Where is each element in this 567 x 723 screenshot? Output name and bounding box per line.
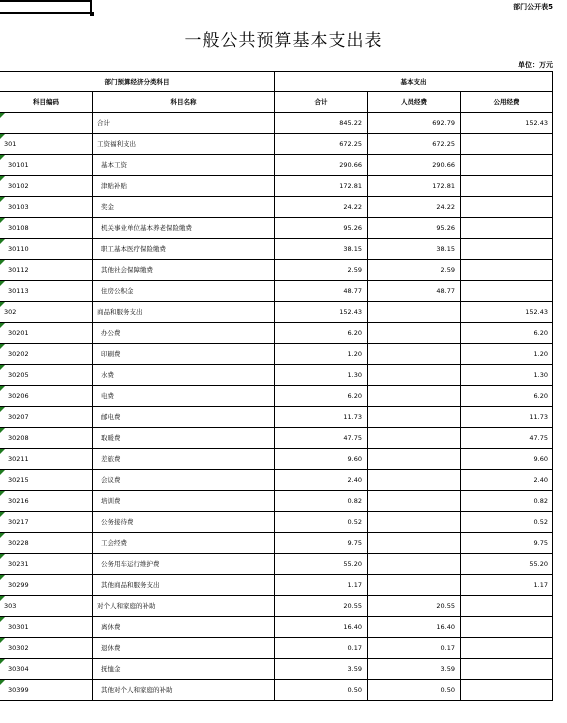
cell-total[interactable]: 3.59 — [275, 659, 368, 679]
cell-public[interactable] — [461, 134, 553, 154]
cell-personnel[interactable] — [368, 512, 461, 532]
table-row[interactable] — [0, 596, 553, 617]
cell-total[interactable]: 9.60 — [275, 449, 368, 469]
cell-personnel[interactable] — [368, 554, 461, 574]
cell-total[interactable]: 11.73 — [275, 407, 368, 427]
cell-personnel[interactable]: 0.50 — [368, 680, 461, 700]
comment-marker-icon — [0, 659, 5, 664]
cell-code[interactable]: 30217 — [0, 512, 93, 532]
cell-code[interactable]: 30231 — [0, 554, 93, 574]
cell-code[interactable]: 30302 — [0, 638, 93, 658]
cell-name[interactable]: 公务接待费 — [93, 512, 275, 532]
cell-code[interactable]: 30399 — [0, 680, 93, 700]
cell-total[interactable]: 672.25 — [275, 134, 368, 154]
cell-name[interactable]: 津贴补贴 — [93, 176, 275, 196]
header-total: 合计 — [275, 92, 368, 112]
table-row[interactable] — [0, 428, 553, 449]
cell-public[interactable]: 2.40 — [461, 470, 553, 490]
cell-name[interactable]: 住房公积金 — [93, 281, 275, 301]
header-code: 科目编码 — [0, 92, 93, 112]
cell-code[interactable]: 302 — [0, 302, 93, 322]
cell-name[interactable]: 合计 — [93, 113, 275, 133]
cell-code[interactable]: 303 — [0, 596, 93, 616]
cell-personnel[interactable] — [368, 470, 461, 490]
cell-public[interactable]: 9.75 — [461, 533, 553, 553]
comment-marker-icon — [0, 239, 5, 244]
cell-code[interactable]: 30113 — [0, 281, 93, 301]
comment-marker-icon — [0, 470, 5, 475]
cell-code[interactable]: 30201 — [0, 323, 93, 343]
cell-code[interactable]: 30206 — [0, 386, 93, 406]
cell-total[interactable]: 1.20 — [275, 344, 368, 364]
cell-name[interactable]: 水费 — [93, 365, 275, 385]
cell-name[interactable]: 退休费 — [93, 638, 275, 658]
cell-code[interactable]: 30211 — [0, 449, 93, 469]
table-row[interactable] — [0, 470, 553, 491]
table-body — [0, 134, 553, 701]
cell-personnel[interactable]: 0.17 — [368, 638, 461, 658]
cell-public[interactable] — [461, 281, 553, 301]
cell-public[interactable]: 0.52 — [461, 512, 553, 532]
cell-total[interactable]: 0.50 — [275, 680, 368, 700]
table-row[interactable] — [0, 155, 553, 176]
table-row[interactable] — [0, 323, 553, 344]
cell-name[interactable]: 工会经费 — [93, 533, 275, 553]
cell-name[interactable]: 差旅费 — [93, 449, 275, 469]
cell-name[interactable]: 商品和服务支出 — [93, 302, 275, 322]
cell-public[interactable] — [461, 617, 553, 637]
cell-code[interactable]: 30301 — [0, 617, 93, 637]
table-row[interactable] — [0, 344, 553, 365]
table-row[interactable] — [0, 638, 553, 659]
cell-personnel[interactable] — [368, 491, 461, 511]
cell-total[interactable]: 1.17 — [275, 575, 368, 595]
cell-total[interactable]: 2.40 — [275, 470, 368, 490]
comment-marker-icon — [0, 260, 5, 265]
comment-marker-icon — [0, 575, 5, 580]
table-row[interactable] — [0, 365, 553, 386]
cell-personnel[interactable]: 95.26 — [368, 218, 461, 238]
header-public: 公用经费 — [461, 92, 553, 112]
cell-code[interactable]: 30110 — [0, 239, 93, 259]
cell-name[interactable]: 奖金 — [93, 197, 275, 217]
cell-code[interactable]: 30216 — [0, 491, 93, 511]
cell-total[interactable]: 6.20 — [275, 386, 368, 406]
comment-marker-icon — [0, 302, 5, 307]
cell-public[interactable]: 1.17 — [461, 575, 553, 595]
page-title: 一般公共预算基本支出表 — [184, 31, 383, 51]
cell-name[interactable]: 其他对个人和家庭的补助 — [93, 680, 275, 700]
comment-marker-icon — [0, 281, 5, 286]
cell-public[interactable]: 6.20 — [461, 323, 553, 343]
cell-public[interactable]: 1.20 — [461, 344, 553, 364]
table-row[interactable] — [0, 176, 553, 197]
comment-marker-icon — [0, 113, 5, 118]
table-row[interactable] — [0, 512, 553, 533]
cell-public[interactable]: 55.20 — [461, 554, 553, 574]
cell-name[interactable]: 其他社会保障缴费 — [93, 260, 275, 280]
cell-personnel[interactable]: 692.79 — [368, 113, 461, 133]
cell-total[interactable]: 38.15 — [275, 239, 368, 259]
table-row[interactable] — [0, 260, 553, 281]
table-label: 部门公开表5 — [513, 3, 553, 11]
cell-public[interactable]: 1.30 — [461, 365, 553, 385]
cell-name[interactable]: 印刷费 — [93, 344, 275, 364]
cell-name[interactable]: 抚恤金 — [93, 659, 275, 679]
cell-name[interactable]: 培训费 — [93, 491, 275, 511]
cell-public[interactable]: 152.43 — [461, 302, 553, 322]
cell-personnel[interactable]: 20.55 — [368, 596, 461, 616]
comment-marker-icon — [0, 533, 5, 538]
cell-personnel[interactable] — [368, 449, 461, 469]
cell-public[interactable] — [461, 239, 553, 259]
cell-total[interactable]: 0.52 — [275, 512, 368, 532]
table-row[interactable] — [0, 659, 553, 680]
cell-name[interactable]: 其他商品和服务支出 — [93, 575, 275, 595]
cell-personnel[interactable] — [368, 323, 461, 343]
cell-personnel[interactable]: 16.40 — [368, 617, 461, 637]
table-row[interactable] — [0, 575, 553, 596]
comment-marker-icon — [0, 155, 5, 160]
cell-code[interactable]: 30207 — [0, 407, 93, 427]
total-row[interactable] — [0, 113, 553, 134]
cell-total[interactable]: 9.75 — [275, 533, 368, 553]
cell-total[interactable]: 6.20 — [275, 323, 368, 343]
cell-public[interactable] — [461, 176, 553, 196]
cell-code[interactable]: 30228 — [0, 533, 93, 553]
cell-code[interactable]: 30202 — [0, 344, 93, 364]
cell-name[interactable]: 机关事业单位基本养老保险缴费 — [93, 218, 275, 238]
comment-marker-icon — [0, 176, 5, 181]
cell-personnel[interactable]: 672.25 — [368, 134, 461, 154]
cell-public[interactable]: 47.75 — [461, 428, 553, 448]
cell-public[interactable] — [461, 218, 553, 238]
cell-personnel[interactable]: 290.66 — [368, 155, 461, 175]
cell-total[interactable]: 95.26 — [275, 218, 368, 238]
cell-name[interactable]: 公务用车运行维护费 — [93, 554, 275, 574]
comment-marker-icon — [0, 638, 5, 643]
cell-code[interactable]: 30103 — [0, 197, 93, 217]
cell-total[interactable]: 1.30 — [275, 365, 368, 385]
cell-code[interactable]: 30215 — [0, 470, 93, 490]
cell-total[interactable]: 24.22 — [275, 197, 368, 217]
name-box[interactable] — [0, 0, 92, 14]
cell-code[interactable]: 30102 — [0, 176, 93, 196]
comment-marker-icon — [0, 491, 5, 496]
cell-code[interactable]: 30304 — [0, 659, 93, 679]
cell-name[interactable]: 职工基本医疗保险缴费 — [93, 239, 275, 259]
cell-public[interactable] — [461, 155, 553, 175]
table-row[interactable] — [0, 218, 553, 239]
cell-total[interactable]: 48.77 — [275, 281, 368, 301]
cell-personnel[interactable] — [368, 428, 461, 448]
cell-total[interactable]: 2.59 — [275, 260, 368, 280]
cell-total[interactable]: 845.22 — [275, 113, 368, 133]
header-row-columns — [0, 92, 553, 113]
table-row[interactable] — [0, 491, 553, 512]
comment-marker-icon — [0, 449, 5, 454]
selection-handle[interactable] — [90, 12, 94, 16]
cell-total[interactable]: 0.17 — [275, 638, 368, 658]
cell-code[interactable]: 301 — [0, 134, 93, 154]
comment-marker-icon — [0, 344, 5, 349]
table-row[interactable] — [0, 239, 553, 260]
header-group-economic-class: 部门预算经济分类科目 — [0, 72, 275, 92]
comment-marker-icon — [0, 134, 5, 139]
cell-public[interactable]: 152.43 — [461, 113, 553, 133]
cell-public[interactable]: 11.73 — [461, 407, 553, 427]
cell-code[interactable]: 30205 — [0, 365, 93, 385]
table-row[interactable] — [0, 449, 553, 470]
cell-name[interactable]: 邮电费 — [93, 407, 275, 427]
cell-personnel[interactable]: 24.22 — [368, 197, 461, 217]
comment-marker-icon — [0, 218, 5, 223]
budget-table — [0, 71, 553, 701]
comment-marker-icon — [0, 512, 5, 517]
table-row[interactable] — [0, 281, 553, 302]
table-row[interactable] — [0, 533, 553, 554]
cell-name[interactable]: 工资福利支出 — [93, 134, 275, 154]
cell-personnel[interactable] — [368, 407, 461, 427]
table-row[interactable] — [0, 302, 553, 323]
cell-public[interactable]: 0.82 — [461, 491, 553, 511]
cell-personnel[interactable] — [368, 386, 461, 406]
comment-marker-icon — [0, 197, 5, 202]
header-row-group — [0, 71, 553, 92]
comment-marker-icon — [0, 428, 5, 433]
cell-personnel[interactable]: 38.15 — [368, 239, 461, 259]
cell-public[interactable] — [461, 680, 553, 700]
cell-name[interactable]: 基本工资 — [93, 155, 275, 175]
cell-total[interactable]: 55.20 — [275, 554, 368, 574]
cell-total[interactable]: 152.43 — [275, 302, 368, 322]
cell-personnel[interactable]: 48.77 — [368, 281, 461, 301]
cell-personnel[interactable]: 172.81 — [368, 176, 461, 196]
cell-name[interactable]: 电费 — [93, 386, 275, 406]
cell-public[interactable] — [461, 197, 553, 217]
cell-code[interactable]: 30299 — [0, 575, 93, 595]
cell-total[interactable]: 20.55 — [275, 596, 368, 616]
cell-name[interactable]: 取暖费 — [93, 428, 275, 448]
cell-code[interactable]: 30208 — [0, 428, 93, 448]
cell-code[interactable]: 30101 — [0, 155, 93, 175]
cell-total[interactable]: 172.81 — [275, 176, 368, 196]
comment-marker-icon — [0, 386, 5, 391]
cell-name[interactable]: 会议费 — [93, 470, 275, 490]
cell-code[interactable]: 30108 — [0, 218, 93, 238]
cell-personnel[interactable] — [368, 533, 461, 553]
cell-name[interactable]: 办公费 — [93, 323, 275, 343]
cell-personnel[interactable] — [368, 344, 461, 364]
comment-marker-icon — [0, 596, 5, 601]
cell-total[interactable]: 290.66 — [275, 155, 368, 175]
cell-total[interactable]: 0.82 — [275, 491, 368, 511]
table-row[interactable] — [0, 386, 553, 407]
cell-personnel[interactable]: 2.59 — [368, 260, 461, 280]
cell-public[interactable] — [461, 659, 553, 679]
cell-name[interactable]: 离休费 — [93, 617, 275, 637]
table-row[interactable] — [0, 197, 553, 218]
cell-public[interactable] — [461, 260, 553, 280]
cell-personnel[interactable]: 3.59 — [368, 659, 461, 679]
cell-personnel[interactable] — [368, 575, 461, 595]
cell-public[interactable] — [461, 596, 553, 616]
unit-label: 单位：万元 — [518, 61, 553, 69]
cell-code[interactable] — [0, 113, 93, 133]
header-name: 科目名称 — [93, 92, 275, 112]
header-personnel: 人员经费 — [368, 92, 461, 112]
cell-public[interactable]: 9.60 — [461, 449, 553, 469]
comment-marker-icon — [0, 323, 5, 328]
cell-total[interactable]: 16.40 — [275, 617, 368, 637]
cell-name[interactable]: 对个人和家庭的补助 — [93, 596, 275, 616]
table-row[interactable] — [0, 680, 553, 701]
cell-total[interactable]: 47.75 — [275, 428, 368, 448]
table-row[interactable] — [0, 407, 553, 428]
comment-marker-icon — [0, 554, 5, 559]
comment-marker-icon — [0, 680, 5, 685]
table-row[interactable] — [0, 134, 553, 155]
cell-code[interactable]: 30112 — [0, 260, 93, 280]
cell-public[interactable] — [461, 638, 553, 658]
comment-marker-icon — [0, 617, 5, 622]
cell-personnel[interactable] — [368, 302, 461, 322]
comment-marker-icon — [0, 365, 5, 370]
cell-personnel[interactable] — [368, 365, 461, 385]
cell-public[interactable]: 6.20 — [461, 386, 553, 406]
comment-marker-icon — [0, 407, 5, 412]
table-row[interactable] — [0, 617, 553, 638]
header-group-basic-expenditure: 基本支出 — [275, 72, 553, 92]
table-row[interactable] — [0, 554, 553, 575]
